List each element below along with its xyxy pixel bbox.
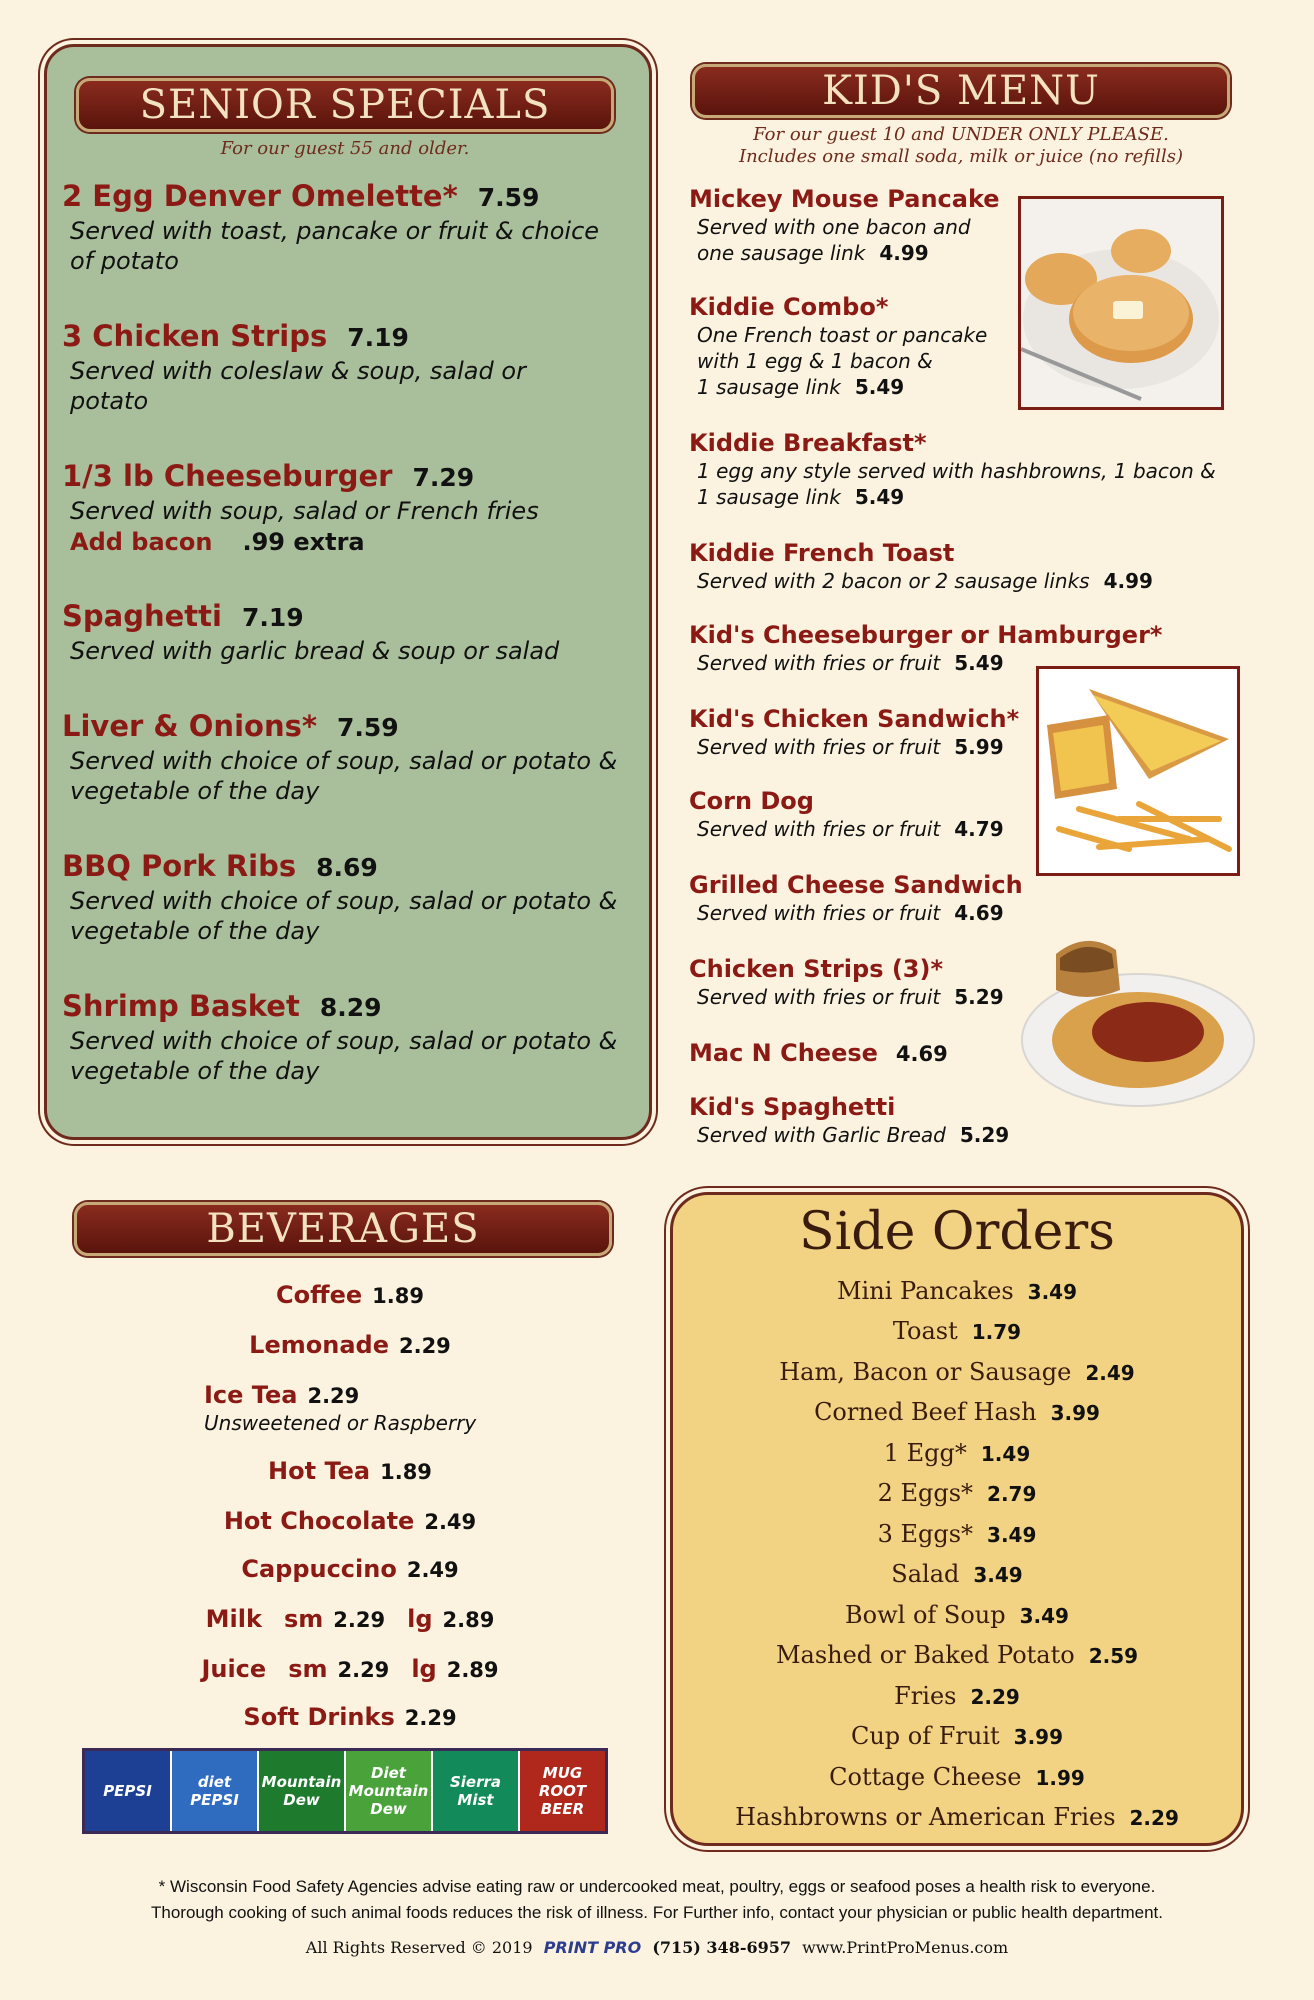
senior-specials-title: SENIOR SPECIALS <box>76 78 614 132</box>
item-name: BBQ Pork Ribs <box>62 849 297 883</box>
item-price: 4.69 <box>895 1042 948 1066</box>
item-name: 2 Eggs* <box>877 1479 974 1507</box>
beverage-item <box>72 1280 628 1311</box>
item-description: Unsweetened or Raspberry <box>204 1411 477 1435</box>
item-price: 2.49 <box>406 1558 459 1582</box>
side-orders-title: Side Orders <box>799 1202 1115 1262</box>
item-price: 2.89 <box>446 1658 499 1682</box>
item-price: 7.19 <box>347 323 409 352</box>
item-name: Kid's Spaghetti <box>689 1093 896 1121</box>
pepsi-logo-icon: PEPSI <box>85 1751 172 1831</box>
item-description: potato <box>70 387 149 415</box>
item-price: 2.49 <box>1085 1361 1135 1385</box>
kids-item <box>689 786 1004 842</box>
item-price: 1.49 <box>980 1442 1031 1466</box>
senior-specials-note: For our guest 55 and older. <box>220 138 470 159</box>
item-name: Corn Dog <box>689 787 814 815</box>
item-price: 2.59 <box>1088 1644 1139 1668</box>
item-name: Kid's Cheeseburger or Hamburger* <box>689 621 1163 649</box>
disclaimer-line: Thorough cooking of such animal foods reduces the risk of illness. For Further info, contact your physician or public health department. <box>150 1903 1164 1922</box>
side-item <box>674 1721 1240 1752</box>
item-description: Served with soup, salad or French fries <box>70 497 539 525</box>
item-price: 5.29 <box>959 1123 1010 1147</box>
side-item <box>674 1478 1240 1509</box>
item-name: Grilled Cheese Sandwich <box>689 871 1023 899</box>
item-description: Served with fries or fruit <box>697 817 941 841</box>
kids-note-line: Includes one small soda, milk or juice (no refills) <box>738 146 1184 167</box>
add-bacon-label: Add bacon <box>70 528 213 556</box>
item-description: 1 sausage link <box>697 485 841 509</box>
item-price: 1.89 <box>372 1284 424 1308</box>
item-description: Served with 2 bacon or 2 sausage links <box>697 569 1090 593</box>
item-name: Ice Tea <box>204 1381 298 1409</box>
item-name: Corned Beef Hash <box>814 1398 1037 1426</box>
sierra-mist-logo-icon: Sierra Mist <box>433 1751 520 1831</box>
item-name: Juice <box>201 1655 267 1683</box>
item-price: 1.79 <box>971 1320 1022 1344</box>
kids-item <box>689 538 1153 594</box>
item-price: 3.49 <box>1019 1604 1069 1628</box>
item-name: Cup of Fruit <box>850 1722 1000 1750</box>
spaghetti-photo <box>1016 920 1256 1110</box>
beverage-item <box>204 1380 476 1435</box>
item-price: 2.29 <box>307 1384 360 1408</box>
item-price: 1.89 <box>380 1460 432 1484</box>
beverage-item <box>72 1330 628 1361</box>
credits-line <box>0 1938 1314 1957</box>
item-price: 5.29 <box>954 985 1004 1009</box>
kids-item <box>689 1038 948 1069</box>
item-price: 4.99 <box>879 241 929 265</box>
beverages-title: BEVERAGES <box>74 1202 612 1256</box>
item-description: one sausage link <box>697 241 866 265</box>
item-name: Hot Tea <box>268 1457 371 1485</box>
soda-brand-logos <box>82 1748 608 1834</box>
item-price: 3.49 <box>1027 1280 1078 1304</box>
item-name: Shrimp Basket <box>62 989 300 1023</box>
side-item <box>674 1640 1240 1671</box>
item-price: 2.49 <box>424 1510 477 1534</box>
item-price: 5.49 <box>954 651 1004 675</box>
kids-item <box>689 954 1004 1010</box>
item-description: Served with one bacon and <box>697 215 971 239</box>
item-description: Served with fries or fruit <box>697 651 941 675</box>
senior-item <box>62 848 642 946</box>
size-label: lg <box>407 1605 433 1633</box>
item-name: Lemonade <box>249 1331 389 1359</box>
item-name: 1/3 lb Cheeseburger <box>62 459 393 493</box>
senior-item <box>62 598 642 666</box>
item-description: Served with choice of soup, salad or potato & <box>70 747 618 775</box>
print-pro-logo-icon: PRINT PRO <box>543 1938 642 1957</box>
item-name: Kiddie French Toast <box>689 539 955 567</box>
item-price: 8.29 <box>319 993 382 1022</box>
item-price: 2.29 <box>404 1706 457 1730</box>
item-price: 5.49 <box>854 375 905 399</box>
item-name: Milk <box>205 1605 262 1633</box>
item-price: 8.69 <box>316 853 378 882</box>
beverage-item <box>72 1702 628 1733</box>
kids-item <box>689 870 1023 926</box>
item-price: 7.59 <box>337 713 399 742</box>
side-item <box>674 1519 1240 1550</box>
item-name: Mini Pancakes <box>836 1277 1014 1305</box>
kids-item <box>689 184 1000 266</box>
side-item <box>674 1276 1240 1307</box>
item-description: vegetable of the day <box>70 917 320 945</box>
item-price: 4.69 <box>954 901 1004 925</box>
item-name: 2 Egg Denver Omelette* <box>62 179 458 213</box>
spaghetti-plate-icon <box>1016 920 1256 1110</box>
item-description: 1 sausage link <box>697 375 841 399</box>
item-description: Served with fries or fruit <box>697 985 941 1009</box>
add-bacon-price: .99 extra <box>242 528 365 556</box>
item-price: 2.29 <box>333 1608 386 1632</box>
item-description: Served with garlic bread & soup or salad <box>70 637 560 665</box>
grilled-cheese-icon <box>1039 669 1237 873</box>
item-description: Served with Garlic Bread <box>697 1123 946 1147</box>
item-description: Served with fries or fruit <box>697 735 941 759</box>
item-name: Fries <box>894 1682 957 1710</box>
item-price: 2.29 <box>970 1685 1020 1709</box>
kids-menu-title: KID'S MENU <box>692 64 1230 118</box>
side-item <box>674 1357 1240 1388</box>
item-name: 1 Egg* <box>883 1439 967 1467</box>
size-label: sm <box>288 1655 328 1683</box>
item-name: Mac N Cheese <box>689 1039 878 1067</box>
item-price: 2.29 <box>337 1658 390 1682</box>
item-price: 2.89 <box>442 1608 495 1632</box>
item-name: Spaghetti <box>62 599 222 633</box>
item-description: One French toast or pancake <box>697 323 988 347</box>
kids-item <box>689 428 1216 510</box>
item-price: 4.99 <box>1103 569 1153 593</box>
side-item <box>674 1316 1240 1347</box>
item-price: 3.49 <box>973 1563 1023 1587</box>
diet-pepsi-logo-icon: diet PEPSI <box>172 1751 259 1831</box>
side-item <box>674 1681 1240 1712</box>
side-item <box>674 1600 1240 1631</box>
side-item <box>674 1559 1240 1590</box>
item-price: 3.49 <box>987 1523 1037 1547</box>
item-name: Coffee <box>276 1281 363 1309</box>
diet-mountain-dew-logo-icon: Diet Mountain Dew <box>346 1751 433 1831</box>
food-safety-disclaimer <box>0 1874 1314 1926</box>
item-name: Kiddie Breakfast* <box>689 429 927 457</box>
item-description: Served with fries or fruit <box>697 901 941 925</box>
item-name: Kid's Chicken Sandwich* <box>689 705 1020 733</box>
side-item <box>674 1438 1240 1469</box>
beverage-item <box>72 1604 628 1635</box>
mickey-pancake-icon <box>1021 199 1221 407</box>
item-price: 5.99 <box>954 735 1004 759</box>
senior-item <box>62 318 642 416</box>
item-description: of potato <box>70 247 179 275</box>
kids-item <box>689 1092 1009 1148</box>
item-name: Hashbrowns or American Fries <box>735 1803 1116 1831</box>
item-description: Served with choice of soup, salad or potato & <box>70 1027 618 1055</box>
item-name: Mickey Mouse Pancake <box>689 185 1000 213</box>
beverage-item <box>72 1506 628 1537</box>
item-name: Salad <box>891 1560 960 1588</box>
item-price: 4.79 <box>954 817 1004 841</box>
item-name: Cottage Cheese <box>829 1763 1022 1791</box>
beverage-item <box>72 1654 628 1685</box>
item-name: 3 Chicken Strips <box>62 319 328 353</box>
kids-menu-note <box>692 124 1230 168</box>
item-price: 7.19 <box>241 603 304 632</box>
senior-item <box>62 988 642 1086</box>
item-price: 5.49 <box>854 485 905 509</box>
item-price: 2.29 <box>1129 1806 1179 1830</box>
senior-item <box>62 458 642 558</box>
item-name: Liver & Onions* <box>62 709 318 743</box>
item-price: 3.99 <box>1050 1401 1100 1425</box>
item-description: with 1 egg & 1 bacon & <box>697 349 933 373</box>
item-name: Kiddie Combo* <box>689 293 889 321</box>
item-description: vegetable of the day <box>70 777 320 805</box>
senior-item <box>62 708 642 806</box>
item-price: 3.99 <box>1013 1725 1064 1749</box>
side-item <box>674 1397 1240 1428</box>
item-description: Served with toast, pancake or fruit & choice <box>70 217 600 245</box>
beverage-item <box>72 1554 628 1585</box>
pancake-photo <box>1018 196 1224 410</box>
website-link[interactable]: www.PrintProMenus.com <box>802 1938 1009 1957</box>
item-description: 1 egg any style served with hashbrowns, 1 bacon & <box>697 459 1216 483</box>
senior-item <box>62 178 642 276</box>
item-name: Ham, Bacon or Sausage <box>779 1358 1072 1386</box>
item-price: 7.29 <box>412 463 475 492</box>
kids-item <box>689 704 1019 760</box>
item-name: Mashed or Baked Potato <box>775 1641 1075 1669</box>
beverage-item <box>72 1456 628 1487</box>
size-label: lg <box>411 1655 437 1683</box>
item-description: Served with choice of soup, salad or potato & <box>70 887 618 915</box>
item-price: 2.79 <box>987 1482 1037 1506</box>
item-name: Toast <box>892 1317 958 1345</box>
size-label: sm <box>283 1605 324 1633</box>
item-price: 7.59 <box>477 183 540 212</box>
mountain-dew-logo-icon: Mountain Dew <box>259 1751 346 1831</box>
item-name: 3 Eggs* <box>877 1520 974 1548</box>
item-price: 1.99 <box>1035 1766 1085 1790</box>
item-name: Bowl of Soup <box>845 1601 1006 1629</box>
kids-item <box>689 292 987 400</box>
side-item <box>674 1762 1240 1793</box>
phone-number: (715) 348-6957 <box>652 1938 791 1957</box>
item-name: Hot Chocolate <box>223 1507 415 1535</box>
item-name: Soft Drinks <box>243 1703 395 1731</box>
item-description: Served with coleslaw & soup, salad or <box>70 357 526 385</box>
item-name: Cappuccino <box>241 1555 397 1583</box>
kids-note-line: For our guest 10 and UNDER ONLY PLEASE. <box>753 124 1169 145</box>
item-description: vegetable of the day <box>70 1057 320 1085</box>
side-item <box>674 1802 1240 1833</box>
disclaimer-line: * Wisconsin Food Safety Agencies advise eating raw or undercooked meat, poultry, eggs or seafood poses a health risk to everyone. <box>158 1877 1156 1896</box>
copyright-text: All Rights Reserved © 2019 <box>305 1938 533 1957</box>
mug-root-beer-logo-icon: MUG ROOT BEER <box>520 1751 605 1831</box>
item-price: 2.29 <box>398 1334 451 1358</box>
item-name: Chicken Strips (3)* <box>689 955 944 983</box>
grilled-cheese-photo <box>1036 666 1240 876</box>
